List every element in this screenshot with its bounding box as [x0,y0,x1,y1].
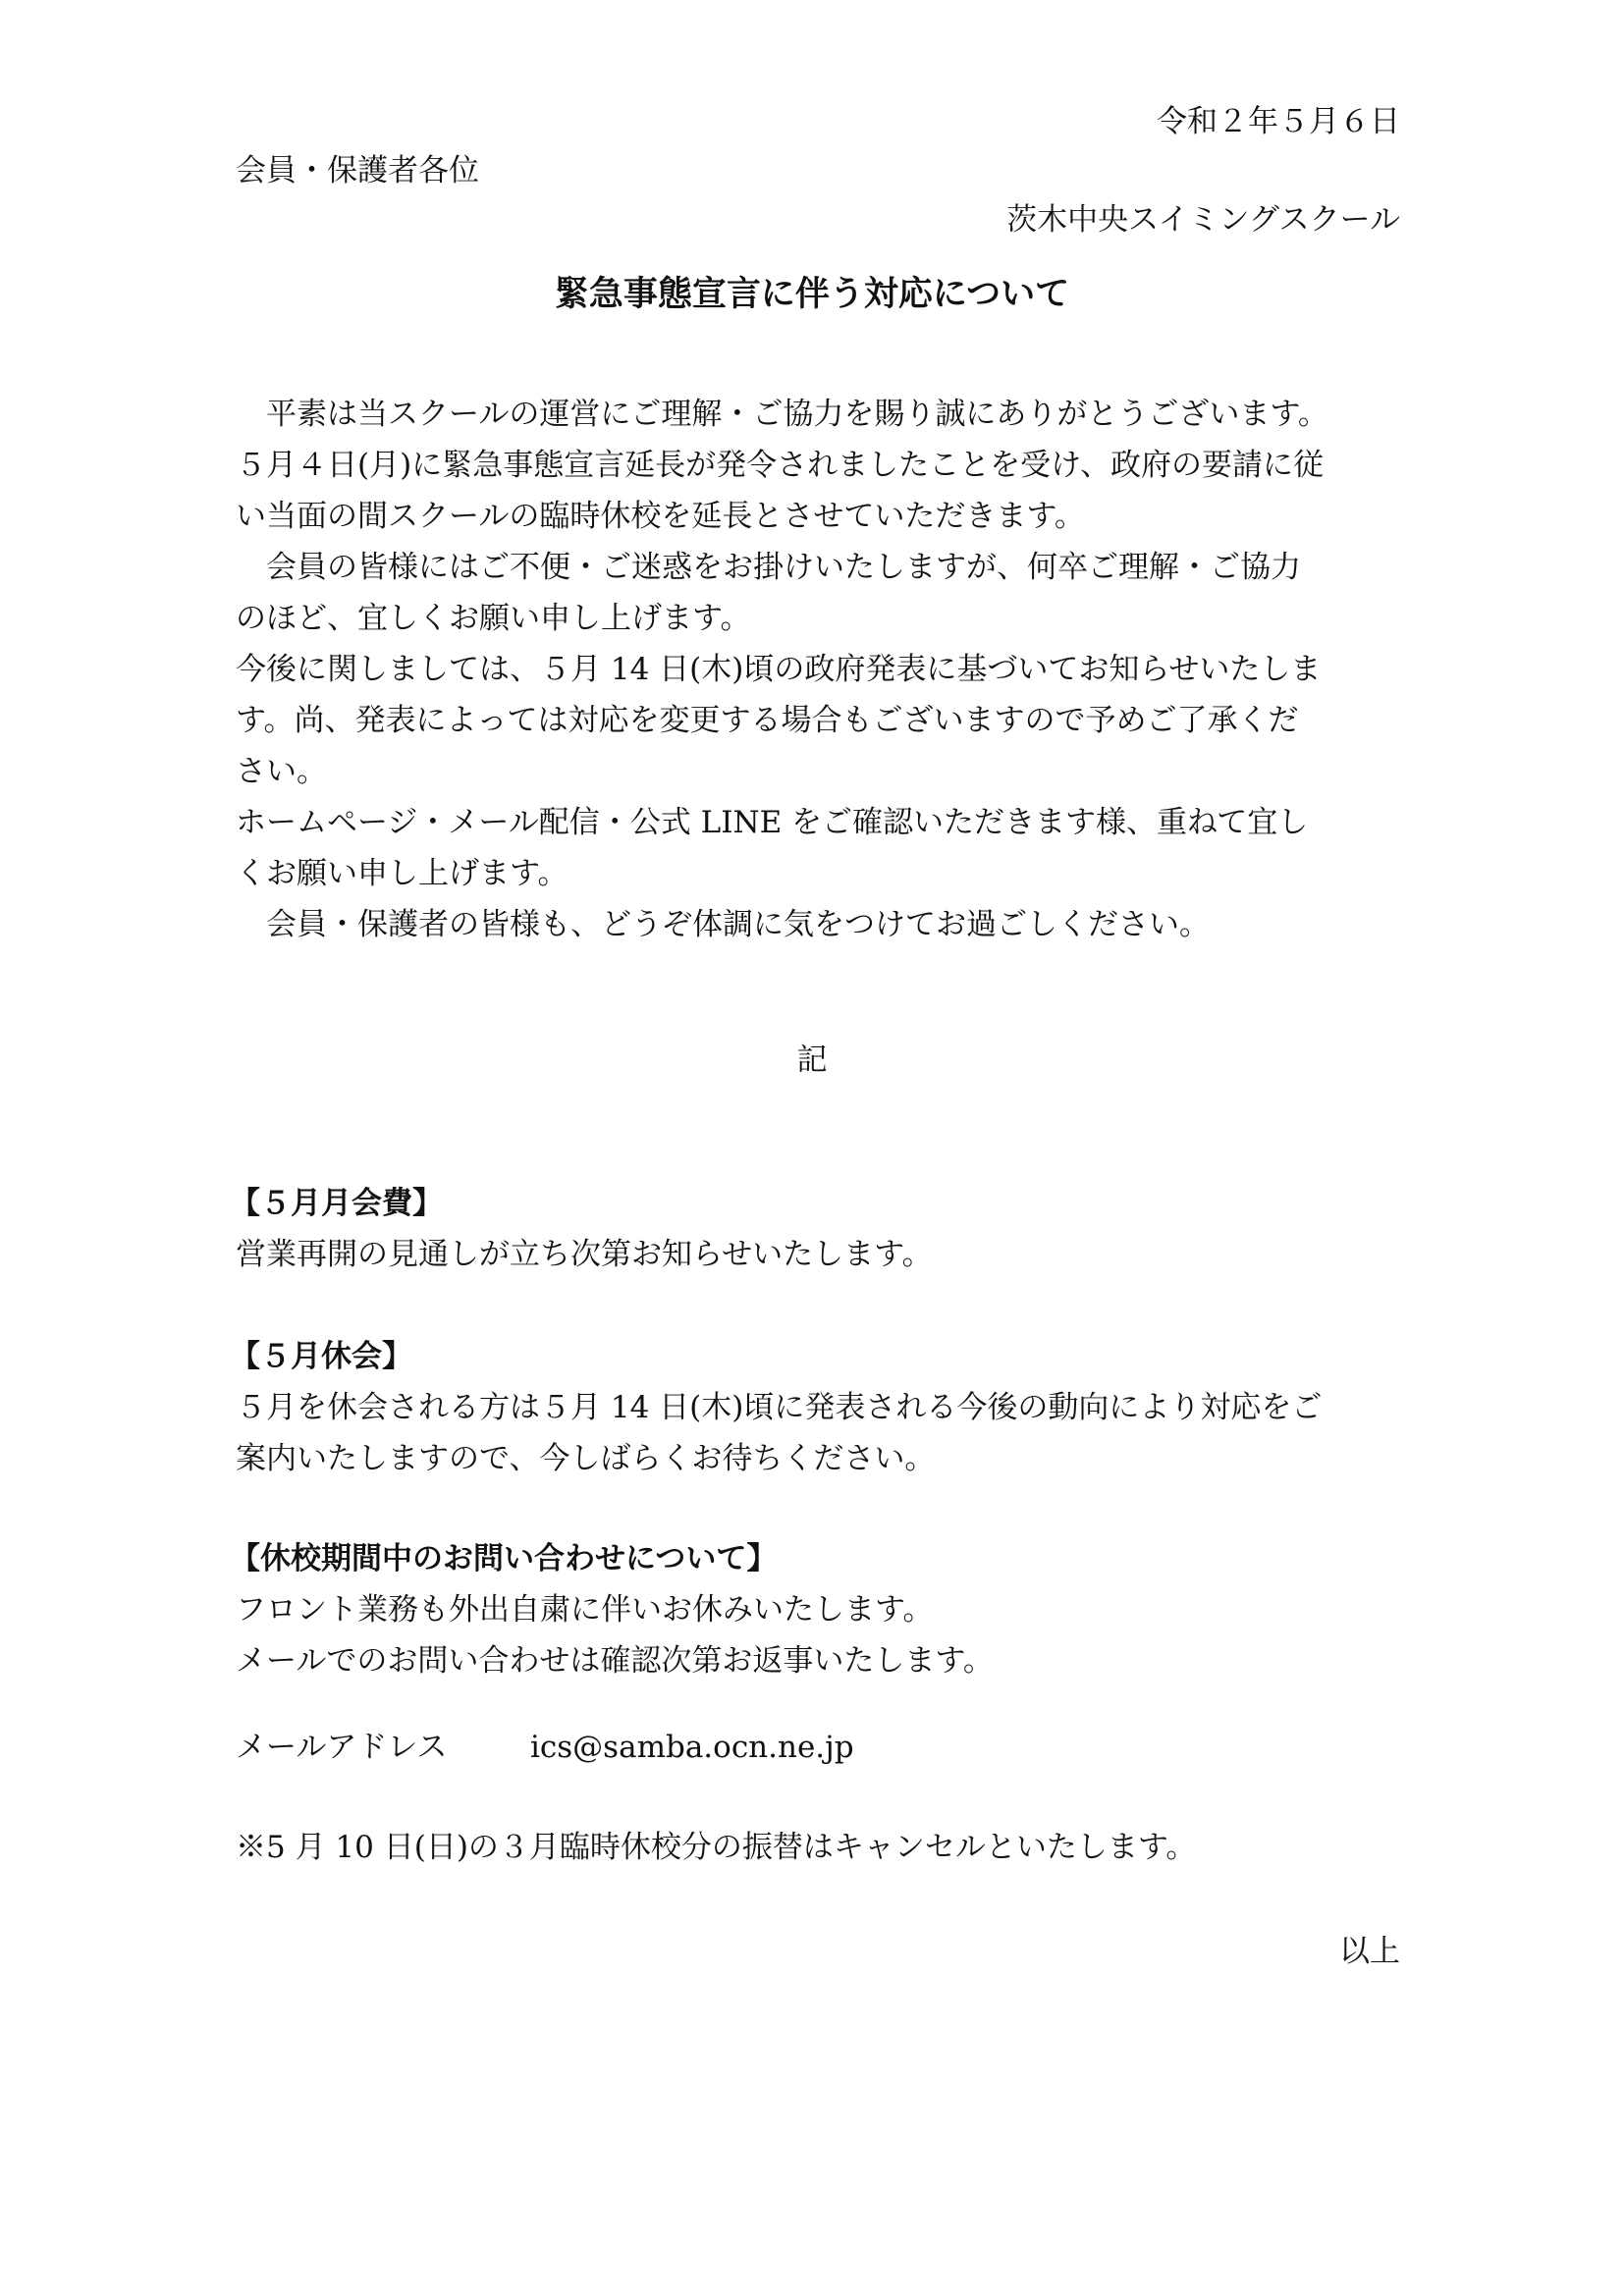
addressee: 会員・保護者各位 [236,153,479,188]
email-label: メールアドレス [236,1730,448,1765]
section-heading: 【５月月会費】 [230,1186,443,1221]
email-row [236,1722,854,1766]
section-line: フロント業務も外出自粛に伴いお休みいたします。 [236,1592,934,1628]
email-address: ics@samba.ocn.ne.jp [530,1730,854,1765]
body-line: す。尚、発表によっては対応を変更する場合もございますので予めご了承くだ [236,703,1299,738]
section-leave [230,1331,1414,1484]
section-line: 営業再開の見通しが立ち次第お知らせいたします。 [236,1237,933,1272]
ki-marker: 記 [796,1042,828,1078]
body-line: のほど、宜しくお願い申し上げます。 [236,601,751,636]
closing-word: 以上 [1339,1934,1400,1969]
body-line: くお願い申し上げます。 [236,856,568,891]
document-title: 緊急事態宣言に伴う対応について [554,275,1070,314]
body-line: さい。 [236,754,327,789]
body-line: 平素は当スクールの運営にご理解・ご協力を賜り誠にありがとうございます。 [236,397,1328,432]
body-line: ホームページ・メール配信・公式 LINE をご確認いただきます様、重ねて宜し [236,805,1309,840]
section-monthly-fee [230,1178,1414,1280]
section-heading: 【５月休会】 [230,1339,412,1374]
section-line: メールでのお問い合わせは確認次第お返事いたします。 [236,1643,994,1679]
section-line: 案内いたしますので、今しばらくお待ちください。 [236,1441,936,1476]
body-line: ５月４日(月)に緊急事態宣言延長が発令されましたことを受け、政府の要請に従 [236,448,1324,483]
section-line: ５月を休会される方は５月 14 日(木)頃に発表される今後の動向により対応をご [236,1390,1323,1425]
section-inquiries [230,1533,1414,1686]
document-date: 令和２年５月６日 [1157,104,1400,139]
body-line: い当面の間スクールの臨時休校を延長とさせていただきます。 [236,499,1085,534]
body-line: 今後に関しましては、５月 14 日(木)頃の政府発表に基づいてお知らせいたしま [236,652,1322,687]
body-line: 会員・保護者の皆様も、どうぞ体調に気をつけてお過ごしください。 [236,907,1210,942]
sender-name: 茨木中央スイミングスクール [1006,202,1400,238]
cancellation-note: ※5 月 10 日(日)の３月臨時休校分の振替はキャンセルといたします。 [236,1830,1197,1865]
body-text [236,389,1404,950]
section-heading: 【休校期間中のお問い合わせについて】 [230,1541,778,1576]
body-line: 会員の皆様にはご不便・ご迷惑をお掛けいたしますが、何卒ご理解・ご協力 [236,550,1301,585]
